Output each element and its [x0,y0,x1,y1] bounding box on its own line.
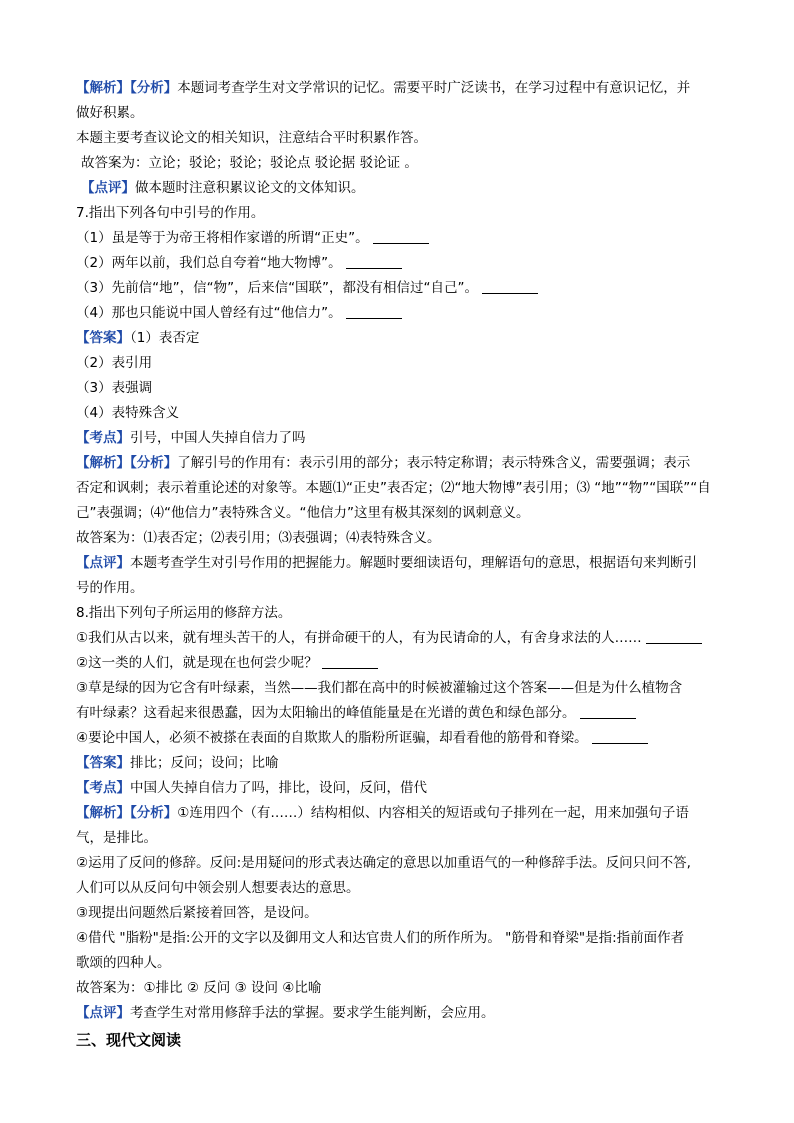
q7-answer-2: （2）表引用 [76,355,153,371]
q8-item-4-text: ④要论中国人，必须不被搽在表面的自欺欺人的脂粉所诓骗，却看看他的筋骨和脊梁。 [76,730,588,746]
q7-final-answer: 故答案为：⑴表否定；⑵表引用；⑶表强调；⑷表特殊含义。 [76,530,441,546]
answer-blank [346,304,402,319]
answer-blank [580,704,636,719]
tag-dianping: 【点评】 [81,180,135,196]
tag-kaodian: 【考点】 [76,430,130,446]
q7-item-3-text: （3）先前信“地”，信“物”，后来信“国联”，都没有相信过“自己”。 [76,280,479,296]
q8-analysis-line4: 人们可以从反问句中领会别人想要表达的意思。 [76,880,360,896]
q8-item-3-text2: 有叶绿素？这看起来很愚蠢，因为太阳输出的峰值能量是在光谱的黄色和绿色部分。 [76,705,576,721]
q7-item-4 [76,301,726,326]
tag-jiexi: 【解析】 [76,80,130,96]
q7-answer-1: （1）表否定 [130,330,200,346]
tag-jiexi: 【解析】 [76,455,130,471]
q7-analysis-line2: 否定和讽刺；表示着重论述的对象等。本题⑴“正史”表否定；⑵“地大物博”表引用；⑶ “地”“物”“国联”“自 [76,480,711,496]
q8-stem: 8.指出下列句子所运用的修辞方法。 [76,605,292,621]
q6-comment-line [76,176,726,201]
tag-kaodian: 【考点】 [76,780,130,796]
answer-blank [322,654,378,669]
q7-item-1 [76,226,726,251]
q7-item-2-text: （2）两年以前，我们总自夸着“地大物博”。 [76,255,342,271]
q8-item-2-text: ②这一类的人们，就是现在也何尝少呢？ [76,655,318,671]
q8-comment: 考查学生对常用修辞手法的掌握。要求学生能判断，会应用。 [130,1005,495,1021]
q6-comment: 做本题时注意积累议论文的文体知识。 [135,180,365,196]
q7-comment-text1: 本题考查学生对引号作用的把握能力。解题时要细读语句，理解语句的意思，根据语句来判断引 [130,555,697,571]
q8-answer: 排比；反问；设问；比喻 [130,755,279,771]
q8-analysis-line3: ②运用了反问的修辞。反问:是用疑问的形式表达确定的意思以加重语气的一种修辞手法。反问只问不答, [76,855,691,871]
section-heading: 三、现代文阅读 [76,1031,182,1049]
q7-comment-line1 [76,551,726,576]
q7-kaodian-line [76,426,726,451]
q7-analysis-line1 [76,451,726,476]
q8-analysis-line6: ④借代 "脂粉"是指:公开的文字以及御用文人和达官贵人们的所作所为。 "筋骨和脊梁"是指:指前面作者 [76,930,685,946]
document-page [76,76,726,1053]
answer-blank [346,254,402,269]
answer-blank [482,279,538,294]
tag-jiexi: 【解析】 [76,805,130,821]
q8-item-1 [76,626,726,651]
q8-item-1-text: ①我们从古以来，就有埋头苦干的人，有拼命硬干的人，有为民请命的人，有舍身求法的人…… [76,630,642,646]
q8-analysis-line2: 气，是排比。 [76,830,157,846]
q8-analysis-line5: ③现提出问题然后紧接着回答，是设问。 [76,905,318,921]
q7-item-2 [76,251,726,276]
q7-answer-line [76,326,726,351]
q7-comment-line2: 号的作用。 [76,580,144,596]
q7-kaodian: 引号，中国人失掉自信力了吗 [130,430,306,446]
tag-fenxi: 【分析】 [130,805,178,821]
q6-analysis-line2: 做好积累。 [76,105,144,121]
q8-analysis-line7: 歌颂的四种人。 [76,955,171,971]
q7-answer-4: （4）表特殊含义 [76,405,180,421]
q6-analysis-text1: 本题词考查学生对文学常识的记忆。需要平时广泛读书，在学习过程中有意识记忆，并 [177,80,691,96]
q6-note: 本题主要考查议论文的相关知识，注意结合平时积累作答。 [76,130,427,146]
q7-stem: 7.指出下列各句中引号的作用。 [76,205,265,221]
answer-blank [373,229,429,244]
tag-dianping: 【点评】 [76,555,130,571]
tag-fenxi: 【分析】 [130,455,178,471]
q8-analysis-line1 [76,801,726,826]
q7-item-4-text: （4）那也只能说中国人曾经有过“他信力”。 [76,305,342,321]
q7-analysis-line3: 己”表强调；⑷“他信力”表特殊含义。“他信力”这里有极其深刻的讽刺意义。 [76,505,530,521]
q6-analysis-line1 [76,76,726,101]
answer-blank [646,629,702,644]
q8-comment-line [76,1001,726,1026]
q8-item-2 [76,651,726,676]
q8-item-4 [76,726,726,751]
q8-analysis-text1: ①连用四个（有……）结构相似、内容相关的短语或句子排列在一起，用来加强句子语 [177,805,689,821]
q8-kaodian: 中国人失掉自信力了吗，排比，设问，反问，借代 [130,780,427,796]
tag-fenxi: 【分析】 [130,80,178,96]
answer-blank [592,729,648,744]
tag-daan: 【答案】 [76,755,130,771]
q6-answer: 故答案为：立论；驳论；驳论；驳论点 驳论据 驳论证 。 [81,155,418,171]
q8-item-3-line1: ③草是绿的因为它含有叶绿素，当然——我们都在高中的时候被灌输过这个答案——但是为什么植物含 [76,680,683,696]
q8-answer-line [76,751,726,776]
q7-analysis-text1: 了解引号的作用有：表示引用的部分；表示特定称谓；表示特殊含义，需要强调；表示 [177,455,691,471]
q7-answer-3: （3）表强调 [76,380,153,396]
q7-item-3 [76,276,726,301]
tag-daan: 【答案】 [76,330,130,346]
tag-dianping: 【点评】 [76,1005,130,1021]
q8-kaodian-line [76,776,726,801]
q8-final-answer: 故答案为：①排比 ② 反问 ③ 设问 ④比喻 [76,980,322,996]
q8-item-3-line2 [76,701,726,726]
q7-item-1-text: （1）虽是等于为帝王将相作家谱的所谓“正史”。 [76,230,369,246]
